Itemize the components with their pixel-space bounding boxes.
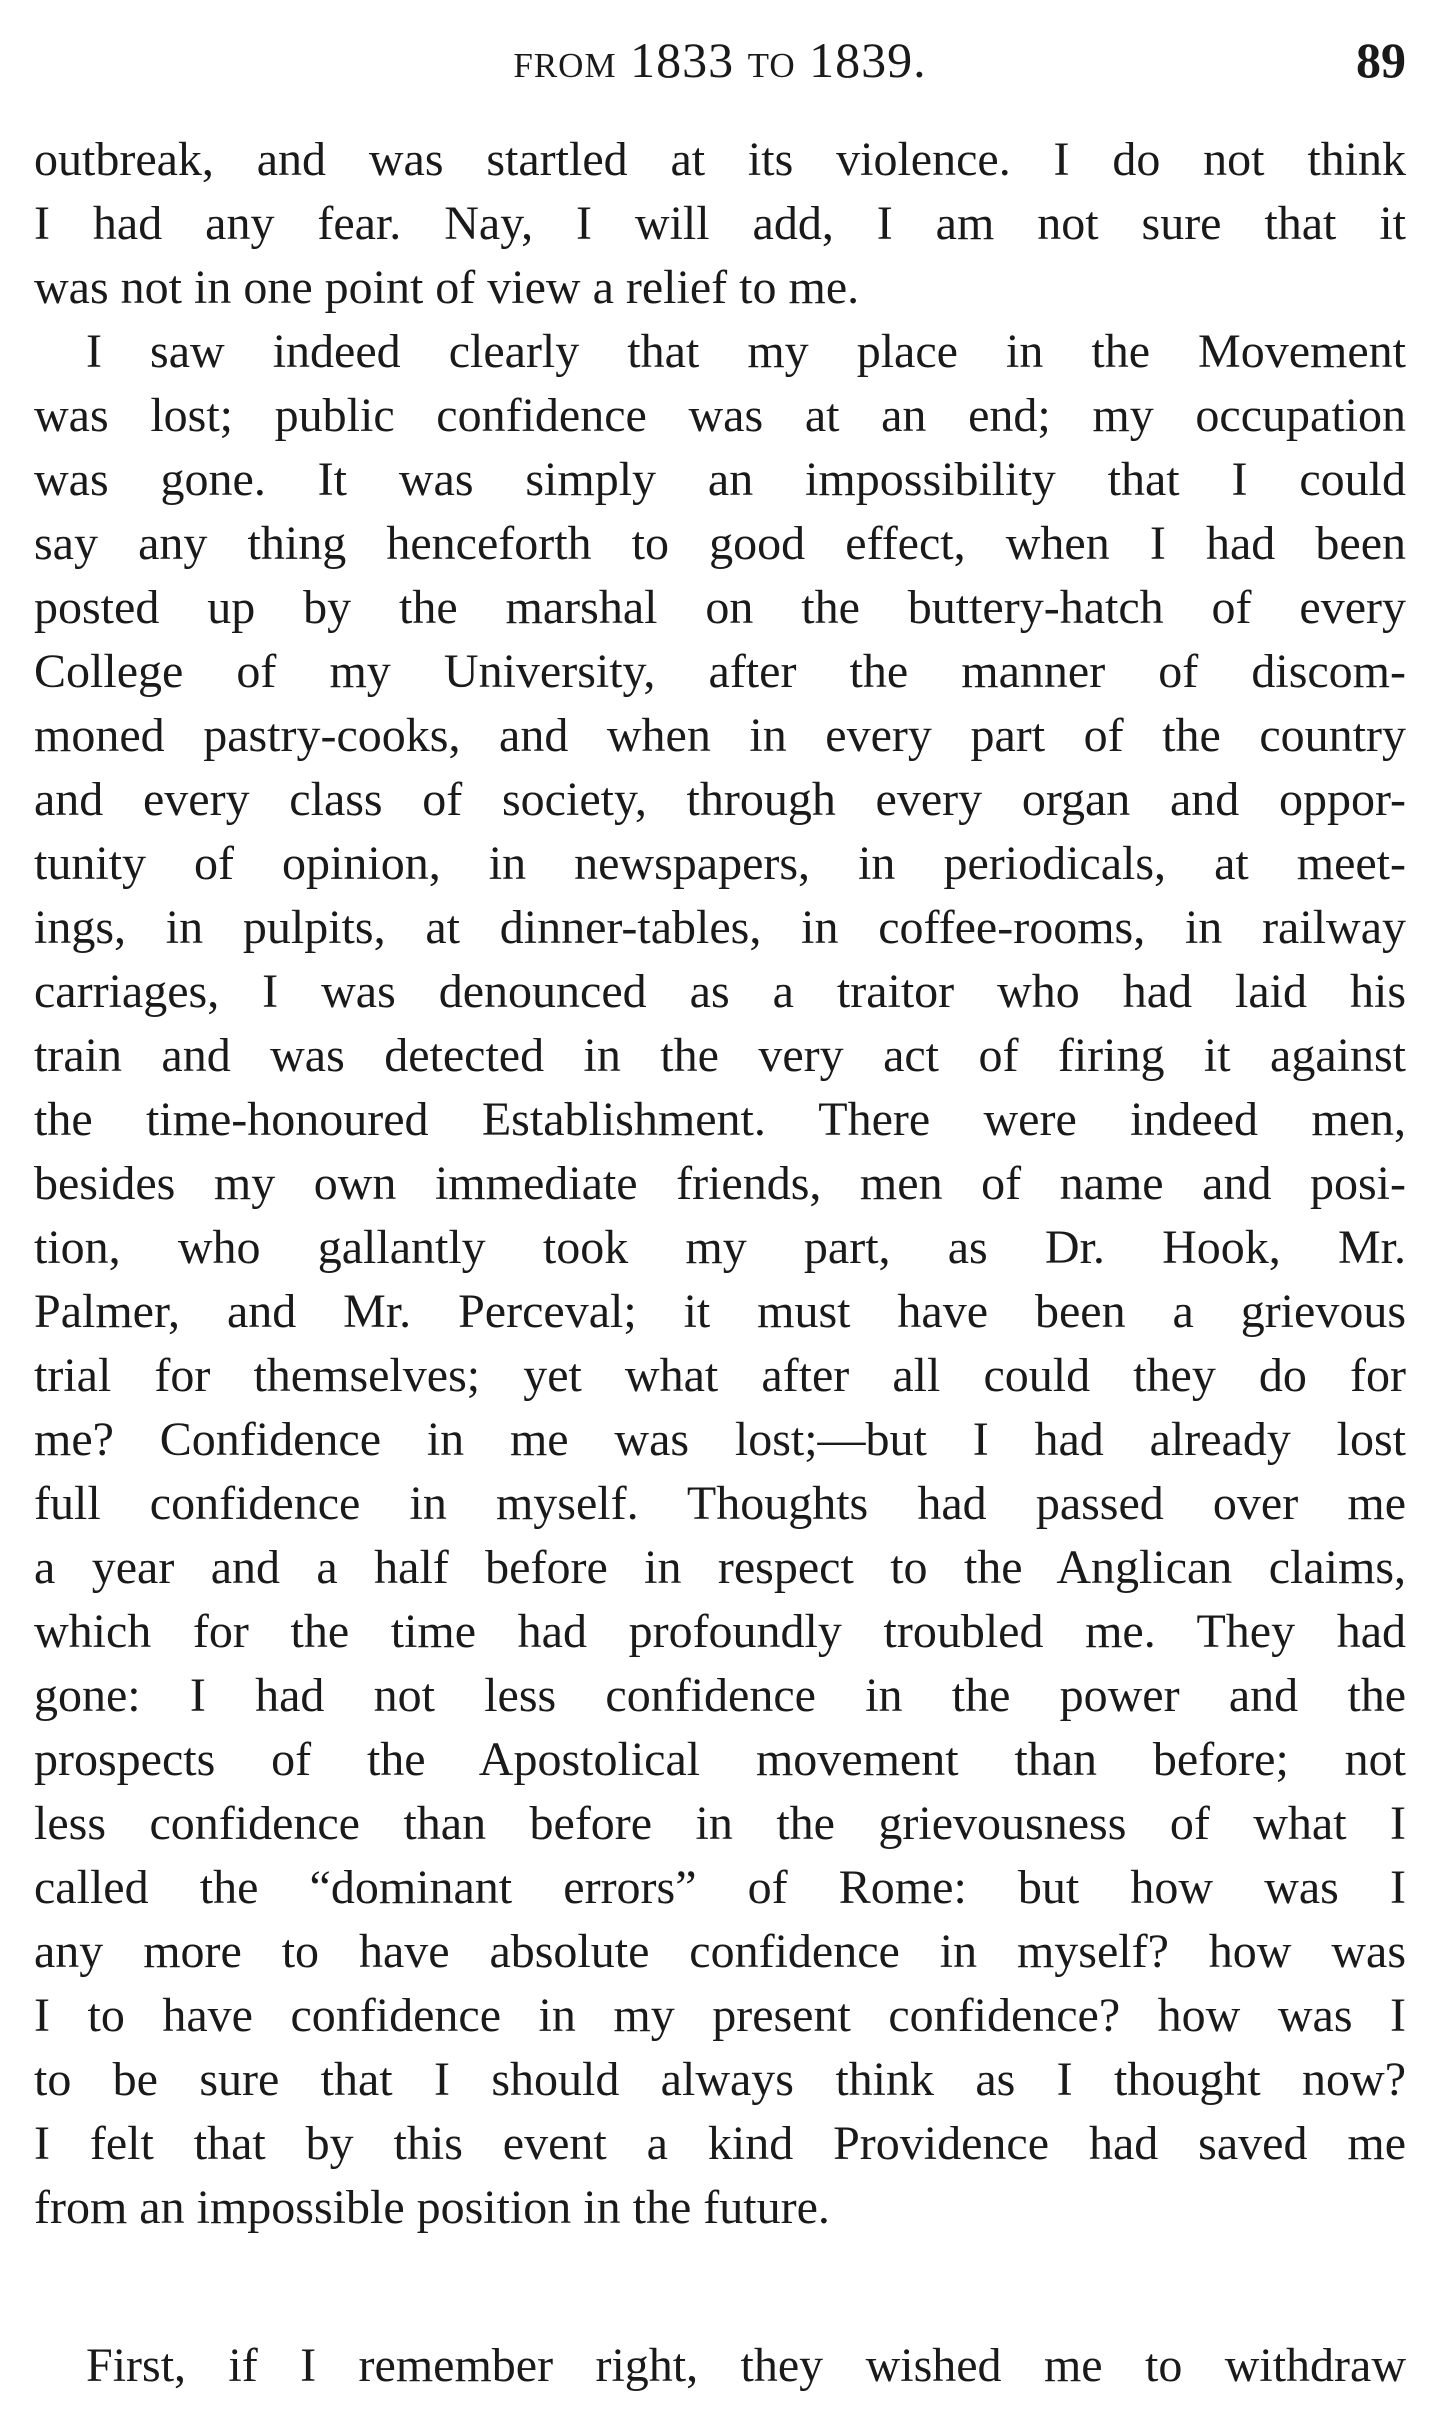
page-number: 89 (1356, 32, 1406, 88)
text-line: was not in one point of view a relief to me. (34, 261, 860, 314)
text-line: tunity of opinion, in newspapers, in periodicals, at meet- (34, 837, 1406, 890)
text-line: First, if I remember right, they wished me to withdraw (86, 2339, 1406, 2392)
text-line: carriages, I was denounced as a traitor who had laid his (34, 965, 1406, 1018)
text-line: me? Confidence in me was lost;—but I had already lost (34, 1413, 1406, 1466)
text-line: and every class of society, through every organ and oppor- (34, 773, 1406, 826)
text-line: was lost; public confidence was at an end; my occupation (34, 389, 1406, 442)
text-line: the time-honoured Establishment. There were indeed men, (34, 1093, 1406, 1146)
body-text (34, 128, 1406, 2398)
text-line: prospects of the Apostolical movement than before; not (34, 1733, 1406, 1786)
text-line: tion, who gallantly took my part, as Dr. Hook, Mr. (34, 1221, 1406, 1274)
running-head (34, 30, 1406, 90)
book-page (34, 0, 1406, 2418)
text-line: to be sure that I should always think as I thought now? (34, 2053, 1406, 2106)
text-line: moned pastry-cooks, and when in every part of the country (34, 709, 1406, 762)
running-title: from 1833 to 1839. (513, 32, 927, 88)
text-line: from an impossible position in the future. (34, 2181, 830, 2234)
text-line: trial for themselves; yet what after all could they do for (34, 1349, 1406, 1402)
text-line: I had any fear. Nay, I will add, I am not sure that it (34, 197, 1406, 250)
text-line: Palmer, and Mr. Perceval; it must have been a grievous (34, 1285, 1406, 1338)
text-line: College of my University, after the manner of discom- (34, 645, 1406, 698)
text-line: was gone. It was simply an impossibility that I could (34, 453, 1406, 506)
text-line: I to have confidence in my present confidence? how was I (34, 1989, 1406, 2042)
text-line: any more to have absolute confidence in myself? how was (34, 1925, 1406, 1978)
text-line: which for the time had profoundly troubled me. They had (34, 1605, 1406, 1658)
paragraph-gap (34, 2240, 1406, 2334)
text-line: I saw indeed clearly that my place in the Movement (86, 325, 1406, 378)
text-line: full confidence in myself. Thoughts had passed over me (34, 1477, 1406, 1530)
text-line: posted up by the marshal on the buttery-hatch of every (34, 581, 1406, 634)
text-line: outbreak, and was startled at its violence. I do not think (34, 133, 1406, 186)
text-line: less confidence than before in the grievousness of what I (34, 1797, 1406, 1850)
text-line: say any thing henceforth to good effect, when I had been (34, 517, 1406, 570)
text-line: called the “dominant errors” of Rome: but how was I (34, 1861, 1406, 1914)
text-line: train and was detected in the very act of firing it against (34, 1029, 1406, 1082)
text-line: ings, in pulpits, at dinner-tables, in coffee-rooms, in railway (34, 901, 1406, 954)
text-line: gone: I had not less confidence in the power and the (34, 1669, 1406, 1722)
text-line: I felt that by this event a kind Providence had saved me (34, 2117, 1406, 2170)
text-line: a year and a half before in respect to the Anglican claims, (34, 1541, 1406, 1594)
text-line: besides my own immediate friends, men of name and posi- (34, 1157, 1406, 1210)
